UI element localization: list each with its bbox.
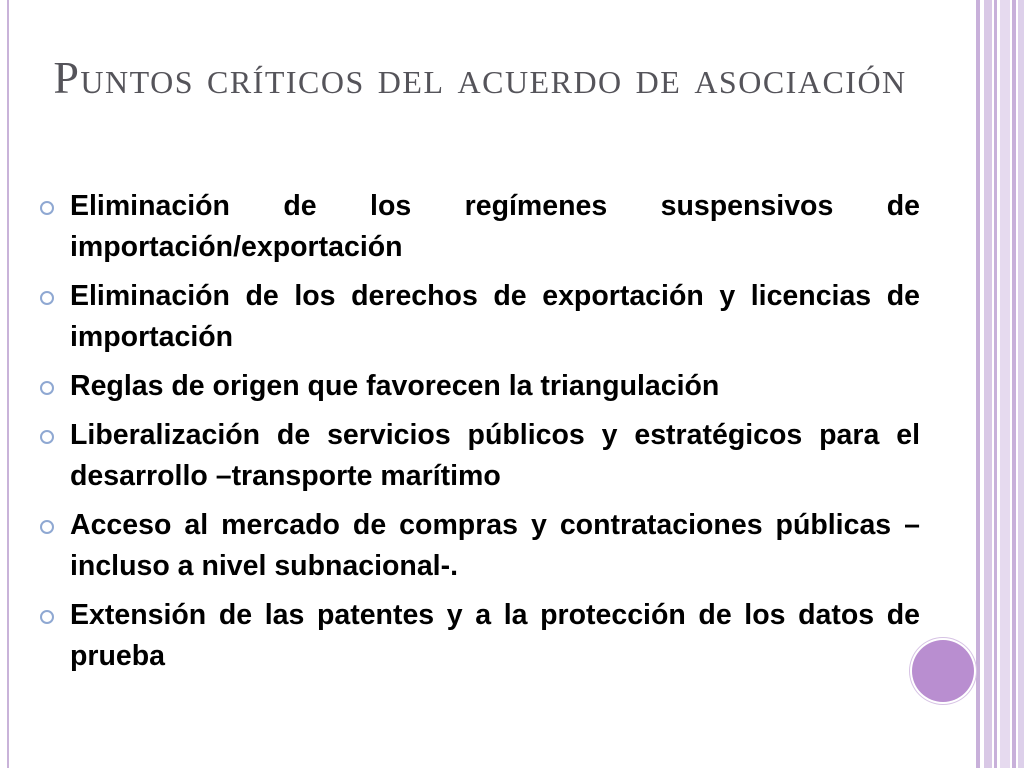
right-decorative-stripe — [1000, 0, 1010, 768]
bullet-icon — [40, 610, 54, 624]
bullet-list — [40, 186, 920, 685]
bullet-icon — [40, 201, 54, 215]
right-decorative-stripe — [1012, 0, 1016, 768]
bullet-item — [40, 276, 920, 358]
bullet-item — [40, 186, 920, 268]
bullet-text: Eliminación de los derechos de exportación y licencias de importación — [70, 280, 920, 353]
right-decorative-stripe — [976, 0, 980, 768]
slide-title: Puntos críticos del acuerdo de asociación — [53, 52, 907, 103]
left-border-line — [7, 0, 9, 768]
right-decorative-stripe — [994, 0, 997, 768]
bullet-icon — [40, 291, 54, 305]
bullet-text: Extensión de las patentes y a la protección de los datos de prueba — [70, 599, 920, 672]
bullet-text: Reglas de origen que favorecen la triangulación — [70, 370, 720, 402]
bullet-item — [40, 505, 920, 587]
bullet-item — [40, 366, 920, 407]
bullet-icon — [40, 381, 54, 395]
accent-circle-decoration — [912, 640, 974, 702]
bullet-text: Acceso al mercado de compras y contrataciones públicas – incluso a nivel subnacional-. — [70, 509, 920, 582]
right-decorative-stripe — [1018, 0, 1024, 768]
bullet-text: Liberalización de servicios públicos y estratégicos para el desarrollo –transporte marítimo — [70, 419, 920, 492]
right-decorative-stripe — [984, 0, 992, 768]
bullet-icon — [40, 520, 54, 534]
bullet-text: Eliminación de los regímenes suspensivos de importación/exportación — [70, 190, 920, 263]
bullet-item — [40, 595, 920, 677]
bullet-item — [40, 415, 920, 497]
bullet-icon — [40, 430, 54, 444]
